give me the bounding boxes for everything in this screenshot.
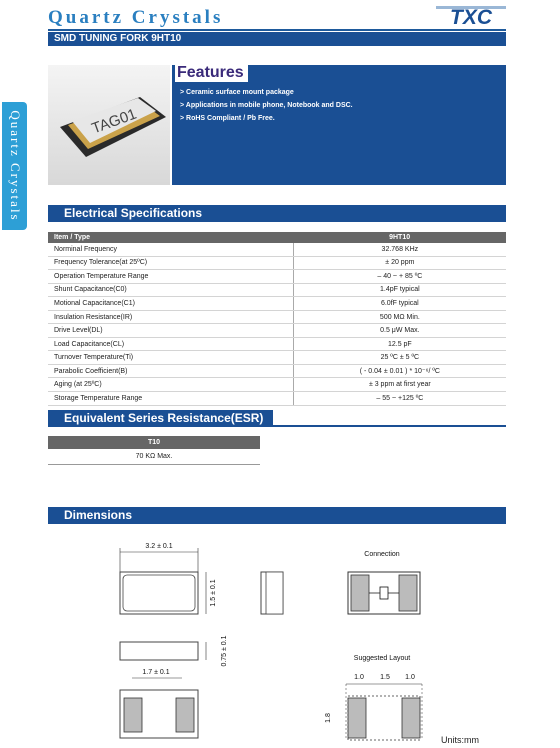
spec-value: 25 ºC ± 5 ºC xyxy=(293,351,506,365)
spec-row xyxy=(48,351,506,365)
pad-dimension: 1.7 ± 0.1 xyxy=(142,669,170,676)
esr-header: T10 xyxy=(48,436,260,449)
electrical-title: Electrical Specifications xyxy=(64,206,203,220)
product-bar: SMD TUNING FORK 9HT10 xyxy=(48,32,506,46)
spec-item: Aging (at 25ºC) xyxy=(48,378,293,392)
spec-item: Frequency Tolerance(at 25ºC) xyxy=(48,256,293,270)
spec-value: – 40 ~ + 85 ºC xyxy=(293,270,506,284)
side-tab[interactable] xyxy=(2,102,27,230)
width-dimension: 3.2 ± 0.1 xyxy=(145,543,173,550)
layout-dim-c: 1.0 xyxy=(405,674,415,681)
spec-row xyxy=(48,297,506,311)
dimension-drawings xyxy=(48,530,506,746)
spec-value: ( - 0.04 ± 0.01 ) * 10⁻⁶/ ºC xyxy=(293,364,506,378)
spec-row xyxy=(48,283,506,297)
spec-item: Storage Temperature Range xyxy=(48,392,293,406)
logo-text: TXC xyxy=(450,6,492,28)
spec-value: – 55 ~ +125 ºC xyxy=(293,392,506,406)
dimensions-section-bar xyxy=(48,507,506,524)
txc-logo xyxy=(436,2,506,28)
spec-row xyxy=(48,364,506,378)
spec-value: 12.5 pF xyxy=(293,337,506,351)
spec-row xyxy=(48,324,506,338)
spec-value: 1.4pF typical xyxy=(293,283,506,297)
column-header: 9HT10 xyxy=(293,232,506,243)
height-dimension: 1.5 ± 0.1 xyxy=(210,579,217,607)
esr-table xyxy=(48,436,260,465)
spec-item: Operation Temperature Range xyxy=(48,270,293,284)
feature-item: > Ceramic surface mount package xyxy=(180,86,353,99)
features-list xyxy=(180,86,353,125)
spec-item: Motional Capacitance(C1) xyxy=(48,297,293,311)
brand-title: Quartz Crystals xyxy=(48,7,224,28)
feature-item: > Applications in mobile phone, Notebook and DSC. xyxy=(180,99,353,112)
electrical-table xyxy=(48,232,506,406)
spec-item: Shunt Capacitance(C0) xyxy=(48,283,293,297)
spec-row xyxy=(48,256,506,270)
esr-value: 70 KΩ Max. xyxy=(48,449,260,465)
column-header: Item / Type xyxy=(48,232,293,243)
header-rule xyxy=(48,29,506,31)
spec-item: Norminal Frequency xyxy=(48,243,293,256)
spec-value: 500 MΩ Min. xyxy=(293,310,506,324)
esr-section-bar xyxy=(48,410,506,427)
dimensions-title: Dimensions xyxy=(64,508,133,522)
layout-dim-a: 1.0 xyxy=(354,674,364,681)
photo-marking: TAG01 xyxy=(89,105,139,138)
layout-dim-b: 1.5 xyxy=(380,674,390,681)
spec-value: 0.5 μW Max. xyxy=(293,324,506,338)
spec-row xyxy=(48,378,506,392)
side-tab-label: Quartz Crystals xyxy=(7,110,23,222)
spec-row xyxy=(48,270,506,284)
units-label: Units:mm xyxy=(441,735,479,745)
spec-row xyxy=(48,310,506,324)
connection-label: Connection xyxy=(364,551,400,558)
spec-value: 32.768 KHz xyxy=(293,243,506,256)
feature-item: > RoHS Compliant / Pb Free. xyxy=(180,112,353,125)
spec-value: ± 3 ppm at first year xyxy=(293,378,506,392)
electrical-section-bar xyxy=(48,205,506,222)
spec-item: Parabolic Coefficient(B) xyxy=(48,364,293,378)
product-photo xyxy=(48,65,170,185)
features-title: Features xyxy=(175,63,248,82)
spec-row xyxy=(48,243,506,256)
spec-item: Turnover Temperature(Ti) xyxy=(48,351,293,365)
spec-row xyxy=(48,337,506,351)
suggested-layout-label: Suggested Layout xyxy=(353,655,411,662)
spec-value: ± 20 ppm xyxy=(293,256,506,270)
features-panel xyxy=(172,65,506,185)
layout-dim-h: 1.8 xyxy=(325,713,332,723)
spec-value: 6.0fF typical xyxy=(293,297,506,311)
spec-item: Load Capacitance(CL) xyxy=(48,337,293,351)
esr-title: Equivalent Series Resistance(ESR) xyxy=(48,410,273,427)
thickness-dimension: 0.75 ± 0.1 xyxy=(221,635,228,667)
spec-row xyxy=(48,392,506,406)
spec-item: Insulation Resistance(IR) xyxy=(48,310,293,324)
crystal-image xyxy=(48,65,170,185)
spec-item: Drive Level(DL) xyxy=(48,324,293,338)
